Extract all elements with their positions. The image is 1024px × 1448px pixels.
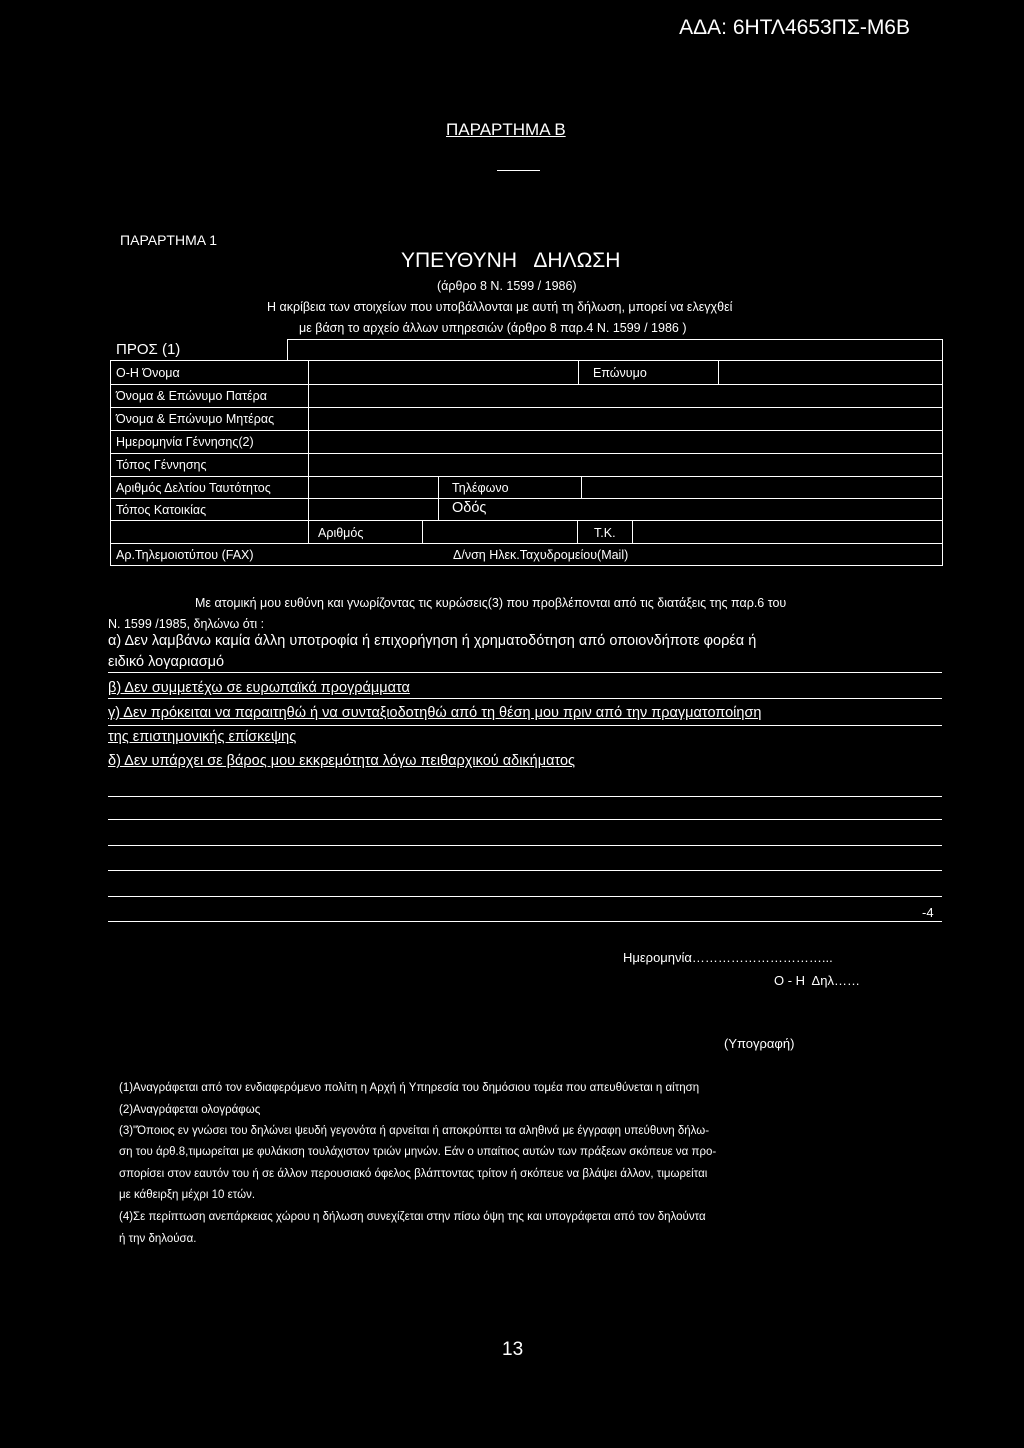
blank-line[interactable]: [108, 921, 942, 922]
birthplace-label: Τόπος Γέννησης: [116, 458, 207, 472]
surname-label: Επώνυμο: [593, 366, 647, 380]
id-number-field[interactable]: [310, 478, 436, 496]
intro-line-1: Με ατομική μου ευθύνη και γνωρίζοντας τις κυρώσεις(3) που προβλέπονται από τις διατάξεις της παρ.6 του: [195, 596, 787, 610]
postal-code-label: Τ.Κ.: [594, 526, 616, 540]
accuracy-note-1: Η ακρίβεια των στοιχείων που υποβάλλονται με αυτή τη δήλωση, μπορεί να ελεγχθεί: [267, 300, 733, 314]
father-label: Όνομα & Επώνυμο Πατέρα: [116, 389, 267, 403]
signature-label: (Υπογραφή): [724, 1036, 795, 1051]
father-field[interactable]: [310, 386, 940, 405]
annex-b-heading: ΠΑΡΑΡΤΗΜΑ Β: [446, 120, 566, 139]
writing-line: [108, 698, 942, 699]
page-mark: -4: [922, 905, 934, 920]
date-field[interactable]: Ημερομηνία…………………………...: [623, 950, 833, 965]
mother-field[interactable]: [310, 409, 940, 428]
writing-line: [108, 672, 942, 673]
phone-label: Τηλέφωνο: [452, 481, 509, 495]
number-label: Αριθμός: [318, 526, 364, 540]
street-label: Οδός: [452, 500, 487, 516]
blank-line[interactable]: [108, 870, 942, 871]
name-label: Ο-Η Όνομα: [116, 366, 180, 380]
declaration-a-line-1: α) Δεν λαμβάνω καμία άλλη υποτροφία ή επιχορήγηση ή χρηματοδότηση από οποιονδήποτε φορέα ή: [108, 633, 757, 649]
ada-code: ΑΔΑ: 6ΗΤΛ4653ΠΣ-Μ6Β: [679, 16, 910, 39]
blank-line[interactable]: [108, 796, 942, 797]
separator-short: [497, 170, 540, 171]
footnote: (4)Σε περίπτωση ανεπάρκειας χώρου η δήλωση συνεχίζεται στην πίσω όψη της και υπογράφεται από τον δηλούντα: [119, 1211, 706, 1223]
blank-line[interactable]: [108, 845, 942, 846]
birthdate-label: Ημερομηνία Γέννησης(2): [116, 435, 254, 449]
declaration-c-line-1: γ) Δεν πρόκειται να παραιτηθώ ή να συνταξιοδοτηθώ από τη θέση μου πριν από την πραγματοποίηση: [108, 705, 762, 721]
fax-label: Αρ.Τηλεμοιοτύπου (FAX): [116, 548, 254, 562]
postal-code-field[interactable]: [634, 522, 940, 541]
footnote: (2)Αναγράφεται ολογράφως: [119, 1104, 261, 1116]
footnote: ή την δηλούσα.: [119, 1233, 197, 1245]
to-label: ΠΡΟΣ (1): [116, 341, 181, 358]
declarant-label: Ο - Η Δηλ……: [774, 973, 860, 988]
footnote: (1)Αναγράφεται από τον ενδιαφερόμενο πολίτη η Αρχή ή Υπηρεσία του δημόσιου τομέα που απευθύνεται η αίτηση: [119, 1082, 700, 1094]
email-label: Δ/νση Ηλεκ.Ταχυδρομείου(Mail): [453, 548, 629, 562]
birthplace-field[interactable]: [310, 455, 940, 474]
footnote: σπορίσει στον εαυτόν του ή σε άλλον περουσιακό όφελος βλάπτοντας τρίτον ή σκόπευε να βλάψει άλλον, τιμωρείται: [119, 1168, 708, 1180]
residence-field[interactable]: [310, 500, 436, 518]
page-number: 13: [502, 1339, 524, 1360]
residence-label: Τόπος Κατοικίας: [116, 503, 207, 517]
annex-1-label: ΠΑΡΑΡΤΗΜΑ 1: [120, 232, 217, 248]
phone-field[interactable]: [583, 478, 940, 496]
name-field[interactable]: [310, 362, 576, 382]
number-field[interactable]: [424, 522, 575, 541]
declaration-d: δ) Δεν υπάρχει σε βάρος μου εκκρεμότητα λόγω πειθαρχικού αδικήματος: [108, 753, 576, 769]
surname-field[interactable]: [720, 362, 940, 382]
footnote: με κάθειρξη μέχρι 10 ετών.: [119, 1189, 256, 1201]
declaration-b: β) Δεν συμμετέχω σε ευρωπαϊκά προγράμματα: [108, 680, 410, 696]
blank-line[interactable]: [108, 896, 942, 897]
writing-line: [108, 725, 942, 726]
blank-line[interactable]: [108, 819, 942, 820]
birthdate-field[interactable]: [310, 432, 940, 451]
id-number-label: Αριθμός Δελτίου Ταυτότητος: [116, 481, 271, 495]
document-title: ΥΠΕΥΘΥΝΗ ΔΗΛΩΣΗ: [401, 249, 621, 272]
accuracy-note-2: με βάση το αρχείο άλλων υπηρεσιών (άρθρο 8 παρ.4 Ν. 1599 / 1986 ): [299, 321, 687, 335]
declaration-c-line-2: της επιστημονικής επίσκεψης: [108, 729, 297, 745]
footnote: ση του άρθ.8,τιμωρείται με φυλάκιση τουλάχιστον τριών μηνών. Εάν ο υπαίτιος αυτών των πράξεων σκόπευε να προ-: [119, 1146, 717, 1158]
declaration-a-line-2: ειδικό λογαριασμό: [108, 654, 225, 670]
document-subtitle: (άρθρο 8 Ν. 1599 / 1986): [437, 279, 577, 293]
mother-label: Όνομα & Επώνυμο Μητέρας: [116, 412, 275, 426]
footnote: (3)"Όποιος εν γνώσει του δηλώνει ψευδή γεγονότα ή αρνείται ή αποκρύπτει τα αληθινά με έγγραφη υπεύθυνη δήλω-: [119, 1125, 710, 1137]
intro-line-2: Ν. 1599 /1985, δηλώνω ότι :: [108, 617, 265, 631]
